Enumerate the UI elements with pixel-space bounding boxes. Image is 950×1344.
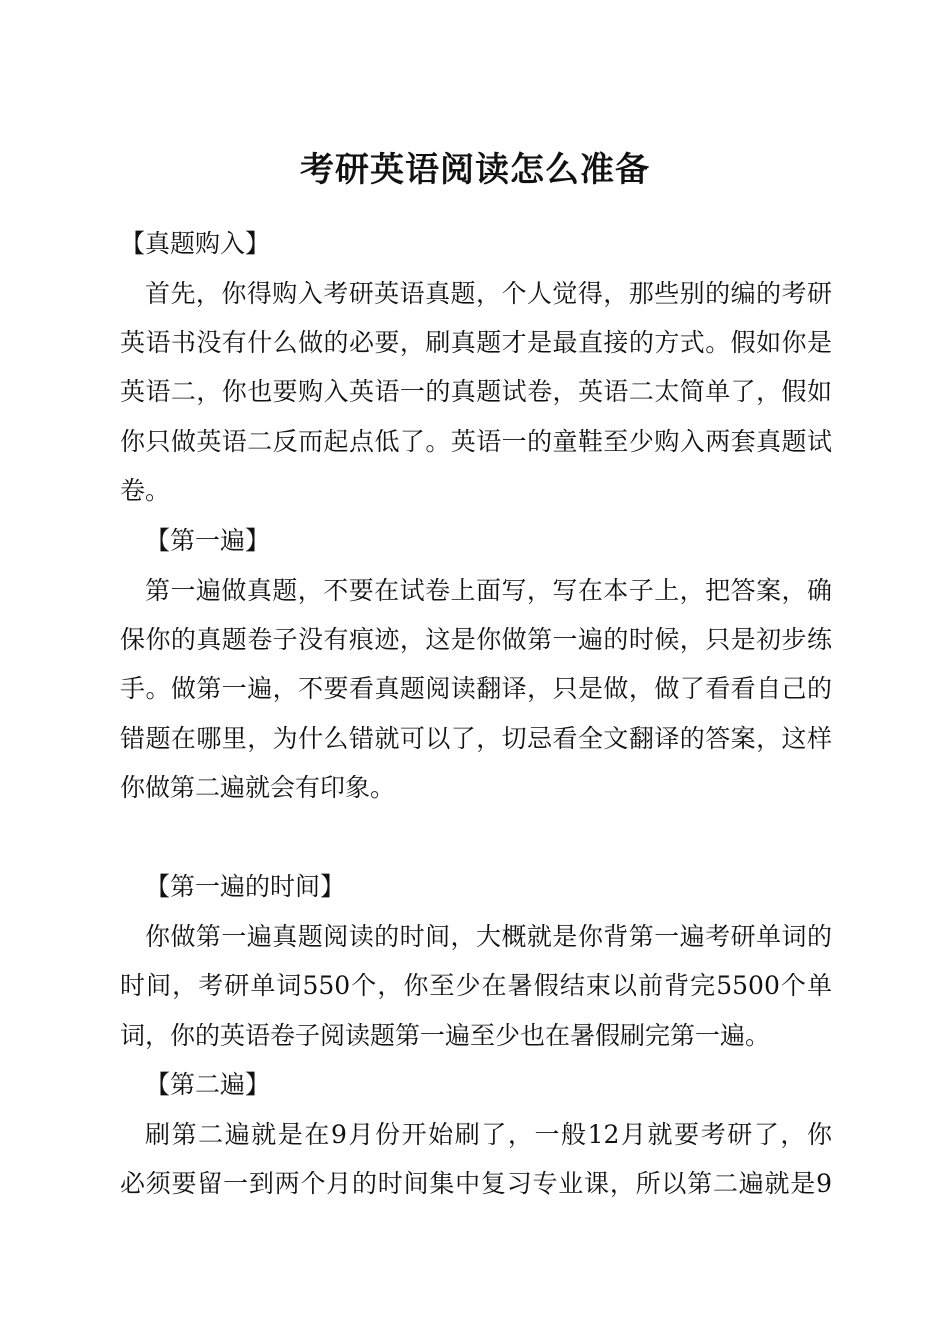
paragraph-line: 词，你的英语卷子阅读题第一遍至少也在暑假刷完第一遍。 — [120, 1021, 771, 1050]
paragraph-line: 首先，你得购入考研英语真题，个人觉得，那些别的编的考研 — [145, 279, 832, 308]
paragraph-line: 第一遍做真题，不要在试卷上面写，写在本子上，把答案，确 — [145, 576, 832, 605]
paragraph-line: 手。做第一遍，不要看真题阅读翻译，只是做，做了看看自己的 — [120, 674, 832, 703]
paragraph-line: 你只做英语二反而起点低了。英语一的童鞋至少购入两套真题试 — [120, 427, 832, 456]
paragraph-line: 你做第一遍真题阅读的时间，大概就是你背第一遍考研单词的 — [145, 922, 832, 951]
section-heading-purchase: 【真题购入】 — [120, 229, 271, 258]
document-title: 考研英语阅读怎么准备 — [300, 150, 650, 190]
paragraph-line: 错题在哪里，为什么错就可以了，切忌看全文翻译的答案，这样 — [120, 724, 832, 753]
section-heading-first-pass-time: 【第一遍的时间】 — [145, 872, 346, 901]
section-heading-first-pass: 【第一遍】 — [145, 526, 271, 555]
paragraph-line: 保你的真题卷子没有痕迹，这是你做第一遍的时候，只是初步练 — [120, 625, 832, 654]
paragraph-line: 英语二，你也要购入英语一的真题试卷，英语二太简单了，假如 — [120, 377, 832, 406]
paragraph-line: 英语书没有什么做的必要，刷真题才是最直接的方式。假如你是 — [120, 328, 832, 357]
paragraph-line: 必须要留一到两个月的时间集中复习专业课，所以第二遍就是9 — [120, 1169, 832, 1198]
section-heading-second-pass: 【第二遍】 — [145, 1070, 271, 1099]
paragraph-line: 你做第二遍就会有印象。 — [120, 773, 396, 802]
paragraph-line: 刷第二遍就是在9月份开始刷了，一般12月就要考研了，你 — [145, 1120, 832, 1149]
paragraph-line: 时间，考研单词550个，你至少在暑假结束以前背完5500个单 — [120, 971, 832, 1000]
paragraph-line: 卷。 — [120, 476, 171, 505]
